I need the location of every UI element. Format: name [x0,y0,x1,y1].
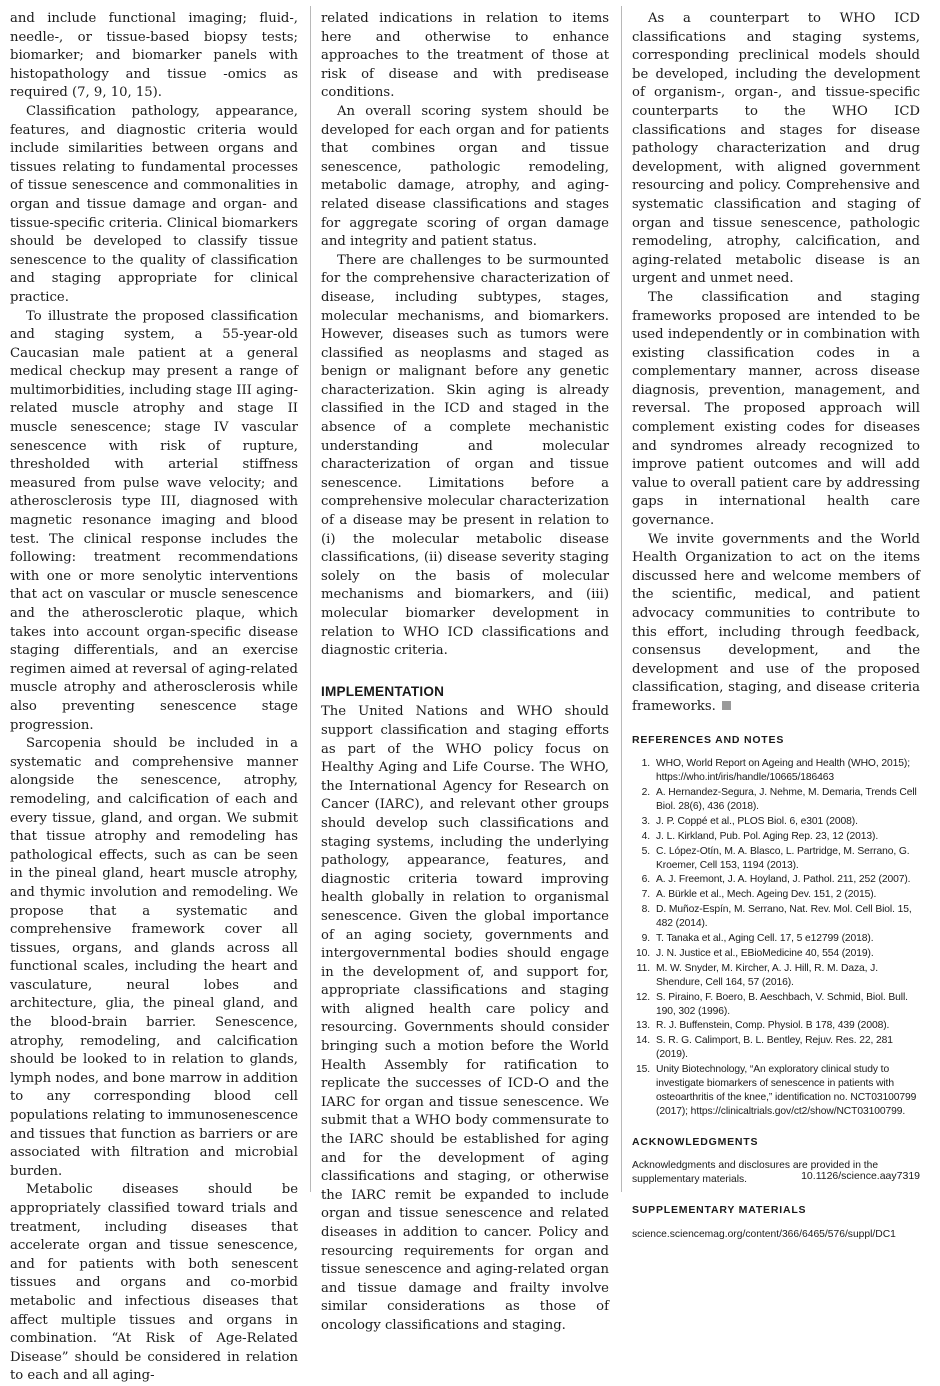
reference-number: 5. [641,845,650,857]
reference-number: 10. [635,947,650,959]
reference-text: A. Hernandez-Segura, J. Nehme, M. Demaria, Trends Cell Biol. 28(6), 436 (2018). [656,786,917,812]
reference-item [632,830,920,844]
reference-number: 11. [636,962,650,974]
reference-number: 3. [641,815,650,827]
reference-item [632,815,920,829]
reference-text: M. W. Snyder, M. Kircher, A. J. Hill, R. M. Daza, J. Shendure, Cell 164, 57 (2016). [656,962,878,988]
paragraph: Sarcopenia should be included in a systematic and comprehensive manner alongside the senescence, atrophy, remodeling, and calcification of each and every tissue, gland, and organ. We submit that tissue atrophy and remodeling has pathological effects, such as can be seen in the pineal gland, heart muscle atrophy, and thymic involution and remodeling. We propose that a systematic and comprehensive framework cover all tissues, organs, and glands across all functional scales, including the heart and vasculature, neural lobes and architecture, glia, the pineal gland, and the blood-brain barrier. Senescence, atrophy, remodeling, and calcification should be looked to in relation to glands, lymph nodes, and bone marrow in addition to any corresponding blood cell populations relating to immunosenescence and tissues that function as barriers or are associated with filtration and microbial burden. [10,736,298,1179]
reference-text: S. R. G. Calimport, B. L. Bentley, Rejuv. Res. 22, 281 (2019). [656,1035,893,1061]
text-column-3 [632,10,920,1242]
paragraph: An overall scoring system should be developed for each organ and for patients that combines organ and tissue senescence, pathologic remodeling, metabolic damage, atrophy, and aging-related disease classifications and stages for aggregate scoring of organ damage and integrity and patient status. [321,103,609,250]
reference-number: 13. [635,1020,650,1032]
paragraph: Classification pathology, appearance, features, and diagnostic criteria would include similarities between organs and tissues relating to fundamental processes of tissue senescence and commonalities in organ and tissue damage and organ- and tissue-specific criteria. Clinical biomarkers should be developed to classify tissue senescence to the quality of classification and staging appropriate for clinical practice. [10,103,298,305]
reference-text: WHO, World Report on Ageing and Health (WHO, 2015); https://who.int/iris/handle/10665/186463 [656,758,910,784]
reference-item [632,757,920,785]
column-divider [310,6,311,1192]
reference-item [632,962,920,990]
paragraph: The United Nations and WHO should support classification and staging efforts as part of the WHO policy focus on Healthy Aging and Life Course. The WHO, the International Agency for Research on Cancer (IARC), and relevant other groups should develop such classifications and staging systems, including the underlying pathology, appearance, features, and diagnostic criteria toward improving health globally in relation to organismal senescence. Given the global importance of an aging society, governments and intergovernmental bodies should engage in the development of, and support for, appropriate classifications and staging with aligned health care policy and resourcing. Governments should consider bringing such a motion before the World Health Assembly for ratification to replicate the successes of ICD-O and the IARC for organ and tissue senescence. We submit that a WHO body commensurate to the IARC should be established for aging and for the development of aging classifications and staging, or otherwise the IARC remit be expanded to include organ and tissue senescence and related diseases in addition to cancer. Policy and resourcing requirements for organ and tissue senescence and aging-related organ and tissue damage and frailty involve similar considerations as those of oncology classifications and staging. [321,704,609,1333]
reference-text: A. Bürkle et al., Mech. Ageing Dev. 151, 2 (2015). [656,889,877,901]
column-divider [621,6,622,1192]
reference-text: J. N. Justice et al., EBioMedicine 40, 554 (2019). [656,947,874,959]
reference-text: D. Muñoz-Espín, M. Serrano, Nat. Rev. Mol. Cell Biol. 15, 482 (2014). [656,904,912,930]
doi-label: 10.1126/science.aay7319 [801,1170,920,1182]
reference-text: J. L. Kirkland, Pub. Pol. Aging Rep. 23, 12 (2013). [656,830,879,842]
reference-number: 12. [635,991,650,1003]
text-column-2 [321,10,609,1336]
paragraph: To illustrate the proposed classification and staging system, a 55-year-old Caucasian male patient at a general medical checkup may present a range of multimorbidities, including stage III aging-related muscle atrophy and stage II muscle senescence; stage IV vascular senescence with risk of rupture, thresholded with arterial stiffness measured from pulse wave velocity; and atherosclerosis type III, diagnosed with magnetic resonance imaging and blood test. The clinical response includes the following: treatment recommendations with one or more senolytic interventions that act on vascular or muscle senescence and the atherosclerotic plaque, which takes into account organ-specific disease staging differentials, and an exercise regimen aimed at reversal of aging-related muscle atrophy and atherosclerosis while also preventing senescence stage progression. [10,308,298,733]
reference-number: 15. [635,1064,650,1076]
paragraph: Metabolic diseases should be appropriately classified toward trials and treatment, including diseases that accelerate organ and tissue senescence, and for patients with both senescent tissues and organs and co-morbid metabolic and infectious diseases that affect multiple tissues and organs in combination. “At Risk of Age-Related Disease” should be considered in relation to each and all aging- [10,1182,298,1384]
section-heading: IMPLEMENTATION [321,683,445,699]
reference-item [632,786,920,814]
paragraph: related indications in relation to items here and otherwise to enhance approaches to the treatment of those at risk of disease and with predisease conditions. [321,11,609,101]
reference-item [632,845,920,873]
paragraph [632,531,920,717]
reference-number: 8. [641,904,650,916]
acknowledgments-text: Acknowledgments and disclosures are provided in the supplementary materials. [632,1160,879,1186]
reference-number: 2. [641,786,650,798]
reference-item [632,1063,920,1119]
reference-item [632,888,920,902]
paragraph: There are challenges to be surmounted for the comprehensive characterization of disease, including subtypes, stages, molecular mechanisms, and biomarkers. However, diseases such as tumors were classified as neoplasms and staged as benign or malignant before any genetic characterization. Skin aging is already classified in the ICD and staged in the absence of a complete mechanistic understanding and molecular characterization of organ and tissue senescence. Limitations before a comprehensive molecular characterization of a disease may be present in relation to (i) the molecular metabolic disease classifications, (ii) disease severity staging solely on the basis of molecular mechanisms and biomarkers, and (iii) molecular biomarker development in relation to WHO ICD classifications and diagnostic criteria. [321,252,609,659]
supplementary-heading: SUPPLEMENTARY MATERIALS [632,1204,807,1217]
reference-item [632,932,920,946]
reference-number: 9. [641,933,650,945]
reference-number: 14. [635,1035,650,1047]
acknowledgments-heading: ACKNOWLEDGMENTS [632,1135,759,1148]
text-column-1 [10,10,298,1386]
reference-text: S. Piraino, F. Boero, B. Aeschbach, V. Schmid, Biol. Bull. 190, 302 (1996). [656,991,908,1017]
reference-item [632,947,920,961]
reference-item [632,1019,920,1033]
reference-item [632,903,920,931]
reference-number: 7. [641,889,650,901]
reference-item [632,1034,920,1062]
references-heading: REFERENCES AND NOTES [632,733,785,746]
references-list [632,757,920,1119]
end-of-article-square-icon [722,701,731,710]
reference-number: 6. [641,874,650,886]
reference-number: 4. [641,830,650,842]
reference-text: C. López-Otín, M. A. Blasco, L. Partridge, M. Serrano, G. Kroemer, Cell 153, 1194 (2013). [656,845,910,871]
reference-number: 1. [641,758,650,770]
reference-text: T. Tanaka et al., Aging Cell. 17, 5 e12799 (2018). [656,933,874,945]
reference-item [632,873,920,887]
reference-text: J. P. Coppé et al., PLOS Biol. 6, e301 (2008). [656,815,858,827]
reference-text: A. J. Freemont, J. A. Hoyland, J. Pathol. 211, 252 (2007). [656,874,911,886]
reference-text: R. J. Buffenstein, Comp. Physiol. B 178, 439 (2008). [656,1020,890,1032]
reference-text: Unity Biotechnology, “An exploratory clinical study to investigate biomarkers of senescence in patients with osteoarthritis of the knee,” identification no. NCT03100799 (2017); https://clinicaltrials.gov/ct2/show/NCT03100799. [656,1064,917,1117]
reference-item [632,991,920,1019]
paragraph: and include functional imaging; fluid-, needle-, or tissue-based biopsy tests; biomarker; and biomarker panels with histopathology and tissue -omics as required (7, 9, 10, 15). [10,11,298,101]
paragraph: As a counterpart to WHO ICD classifications and staging systems, corresponding preclinical models should be developed, including the development of organism-, organ-, and tissue-specific counterparts to the WHO ICD classifications and stages for disease pathology characterization and drug development, with aligned government resourcing and policy. Comprehensive and systematic classification and staging of organ and tissue senescence, pathologic remodeling, atrophy, calcification, and aging-related metabolic disease is an urgent and unmet need. [632,11,920,287]
paragraph: The classification and staging frameworks proposed are intended to be used independently or in combination with existing classification codes in a complementary manner, across disease diagnosis, prevention, management, and reversal. The proposed approach will complement existing codes for diseases and syndromes already recognized to improve patient outcomes and will add value to overall patient care by addressing gaps in international health care governance. [632,289,920,529]
paragraph-text: We invite governments and the World Health Organization to act on the items discussed here and welcome members of the scientific, medical, and patient advocacy communities to contribute to this effort, including through feedback, consensus development, and the development and use of the proposed classification, staging, and disease criteria frameworks. [632,531,920,714]
supplementary-link[interactable]: science.sciencemag.org/content/366/6465/576/suppl/DC1 [632,1228,896,1240]
